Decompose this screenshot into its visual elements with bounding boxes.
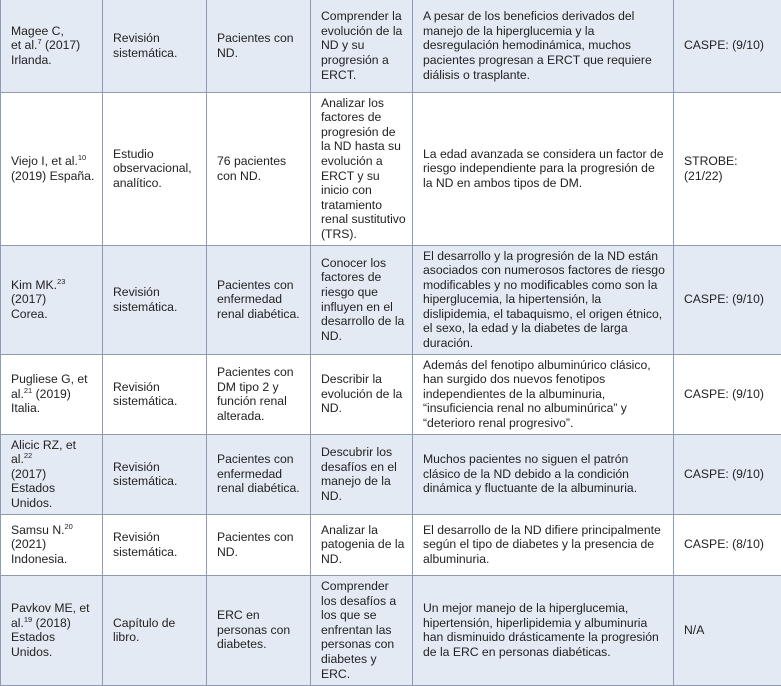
study-type-cell: Revisión sistemática.: [103, 245, 207, 354]
author-cell: [1, 92, 103, 245]
population-cell: Pacientes con enfermedad renal diabética.: [207, 434, 311, 514]
evaluation-cell: CASPE: (9/10): [674, 354, 781, 434]
table-row: [1, 92, 781, 245]
author-cell: Pavkov ME, et al.$^{19}$ (2018) Estados Unidos.: [1, 575, 103, 685]
reference-number: 22: [24, 451, 32, 460]
author-year-country: (2019) España.: [11, 169, 96, 184]
author-cell: Magee C, et al.$^7$ (2017) Irlanda.: [1, 0, 103, 92]
results-cell: El desarrollo de la ND difiere principalmente según el tipo de diabetes y la presencia de albuminuria.: [413, 514, 674, 575]
population-cell: 76 pacientes con ND.: [207, 92, 311, 245]
results-cell: Además del fenotipo albuminúrico clásico, han surgido dos nuevos fenotipos independientes de la albuminuria, “insuficiencia renal no albuminúrica” y “deterioro renal progresivo”.: [413, 354, 674, 434]
author-year: (2021): [11, 537, 96, 552]
author-cell: Pugliese G, et al.$^{21}$ (2019) Italia.: [1, 354, 103, 434]
evaluation-cell: CASPE: (9/10): [674, 0, 781, 92]
table-row: [1, 514, 781, 575]
objective-cell: Descubrir los desafíos en el manejo de la ND.: [311, 434, 413, 514]
author-country: Estados Unidos.: [11, 481, 96, 510]
table-row: [1, 575, 781, 685]
author-country: Estados Unidos.: [11, 630, 96, 659]
reference-number: 19: [24, 615, 32, 624]
evaluation-cell: STROBE: (21/22): [674, 92, 781, 245]
reference-number: 7: [37, 37, 41, 46]
study-type-cell: Revisión sistemática.: [103, 434, 207, 514]
study-type-cell: Revisión sistemática.: [103, 0, 207, 92]
objective-cell: Comprender la evolución de la ND y su progresión a ERCT.: [311, 0, 413, 92]
table-row: [1, 434, 781, 514]
objective-cell: Conocer los factores de riesgo que influyen en el desarrollo de la ND.: [311, 245, 413, 354]
objective-cell: Comprender los desafíos a los que se enfrentan las personas con diabetes y ERC.: [311, 575, 413, 685]
table-row: [1, 354, 781, 434]
study-type-cell: Revisión sistemática.: [103, 514, 207, 575]
study-type-cell: Revisión sistemática.: [103, 354, 207, 434]
population-cell: Pacientes con ND.: [207, 514, 311, 575]
reference-number: 20: [65, 522, 73, 531]
study-type-cell: Estudio observacional, analítico.: [103, 92, 207, 245]
population-cell: ERC en personas con diabetes.: [207, 575, 311, 685]
author-name: Samsu N.: [11, 523, 65, 537]
author-name: Pavkov ME, et: [11, 601, 96, 616]
author-name: Alicic RZ, et al.: [11, 438, 76, 467]
author-name: Viejo I, et al.: [11, 154, 78, 168]
author-year: (2017): [11, 292, 96, 307]
author-country: Indonesia.: [11, 552, 96, 567]
study-type-cell: Capítulo de libro.: [103, 575, 207, 685]
evaluation-cell: CASPE: (8/10): [674, 514, 781, 575]
reference-number: 23: [57, 277, 65, 286]
author-cell: [1, 514, 103, 575]
author-cell: [1, 245, 103, 354]
table-row: [1, 245, 781, 354]
results-cell: Un mejor manejo de la hiperglucemia, hipertensión, hiperlipidemia y albuminuria han disminuido drásticamente la progresión de la ERC en personas diabéticas.: [413, 575, 674, 685]
author-name: Kim MK.: [11, 278, 57, 292]
results-cell: Muchos pacientes no siguen el patrón clásico de la ND debido a la condición dinámica y fluctuante de la albuminuria.: [413, 434, 674, 514]
objective-cell: Analizar los factores de progresión de la ND hasta su evolución a ERCT y su inicio con tratamiento renal sustitutivo (TRS).: [311, 92, 413, 245]
results-cell: La edad avanzada se considera un factor de riesgo independiente para la progresión de la ND en ambos tipos de DM.: [413, 92, 674, 245]
evaluation-cell: CASPE: (9/10): [674, 245, 781, 354]
results-cell: El desarrollo y la progresión de la ND están asociados con numerosos factores de riesgo modificables y no modificables como son la hiperglucemia, la hipertensión, la dislipidemia, el tabaquismo, el origen étnico, el sexo, la edad y la diabetes de larga duración.: [413, 245, 674, 354]
author-name: Magee C,: [11, 24, 96, 39]
author-country: Corea.: [11, 307, 96, 322]
objective-cell: Analizar la patogenia de la ND.: [311, 514, 413, 575]
reference-number: 21: [24, 386, 32, 395]
evaluation-cell: N/A: [674, 575, 781, 685]
table-row: [1, 0, 781, 92]
author-name: Pugliese G, et: [11, 372, 96, 387]
author-country: Irlanda.: [11, 53, 96, 68]
author-year: (2017): [11, 467, 96, 482]
reference-number: 10: [78, 153, 86, 162]
population-cell: Pacientes con ND.: [207, 0, 311, 92]
author-country: Italia.: [11, 401, 96, 416]
objective-cell: Describir la evolución de la ND.: [311, 354, 413, 434]
results-cell: A pesar de los beneficios derivados del manejo de la hiperglucemia y la desregulación hemodinámica, muchos pacientes progresan a ERCT que requiere diálisis o trasplante.: [413, 0, 674, 92]
author-cell: [1, 434, 103, 514]
evaluation-cell: CASPE: (9/10): [674, 434, 781, 514]
population-cell: Pacientes con DM tipo 2 y función renal alterada.: [207, 354, 311, 434]
population-cell: Pacientes con enfermedad renal diabética.: [207, 245, 311, 354]
